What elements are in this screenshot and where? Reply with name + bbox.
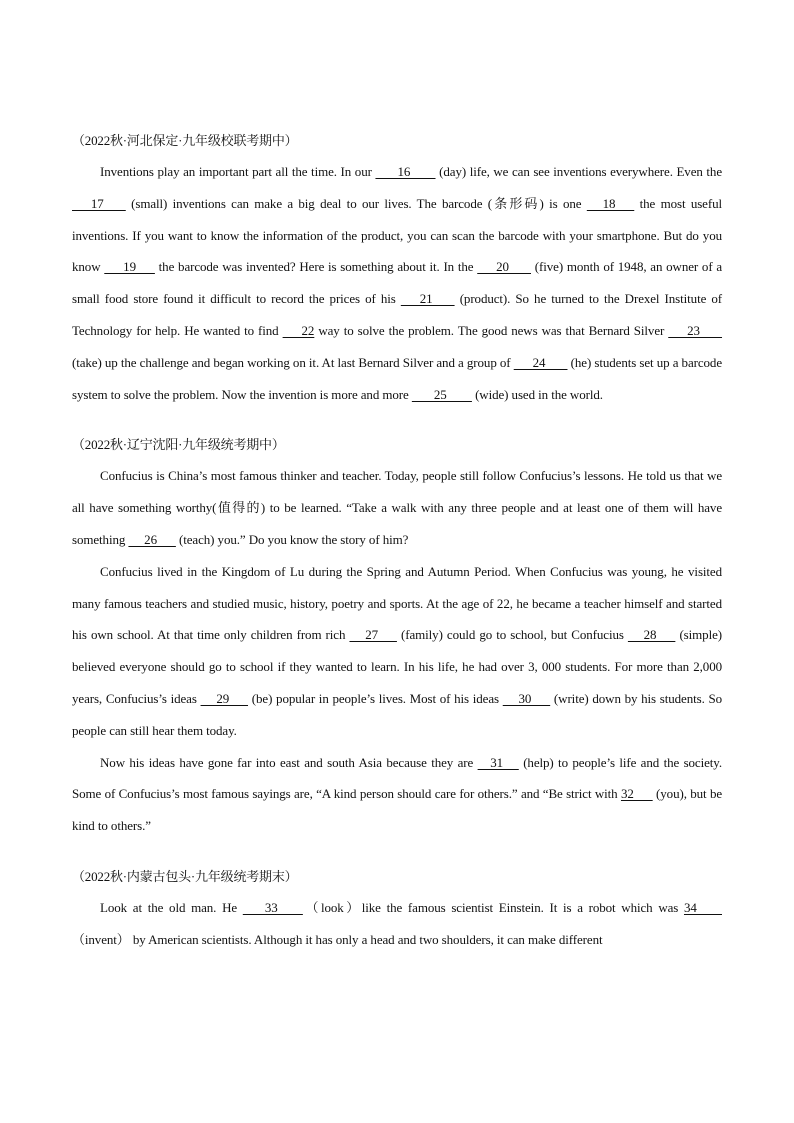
passage-text: Confucius is China’s most famous thinker and teacher. Today, people still follow Confucius’s lessons. He told us that we all have something worthy(值得的) to be learned. “Take a walk with any three people and at least one of them will have something [72, 468, 722, 547]
answer-blank[interactable]: 20 [477, 259, 531, 275]
answer-blank[interactable]: 18 [586, 195, 635, 211]
answer-blank[interactable]: 19 [104, 259, 155, 275]
passage-text: Now his ideas have gone far into east and south Asia because they are [100, 754, 478, 770]
answer-blank[interactable]: 17 [72, 195, 126, 211]
passage-text: (day) life, we can see inventions everywhere. Even the [435, 164, 722, 179]
passage-section-3 [72, 864, 722, 956]
answer-blank[interactable]: 22 [282, 322, 315, 338]
passage-text: Inventions play an important part all the time. In our [100, 164, 376, 179]
answer-blank[interactable]: 26 [128, 531, 176, 547]
answer-blank[interactable]: 31 [477, 754, 519, 770]
answer-blank[interactable]: 32 [620, 786, 653, 802]
answer-blank[interactable]: 28 [627, 627, 676, 643]
passage-text: (product). So he turned to the Drexel Institute of Technology for help. He wanted to find [72, 291, 722, 338]
passage-text: (five) month of 1948, an owner of a small food store found it difficult to record the prices of his [72, 259, 723, 307]
answer-blank[interactable]: 27 [349, 627, 397, 643]
passage-source: （2022秋·辽宁沈阳·九年级统考期中） [72, 437, 285, 453]
passage-text: (take) up the challenge and began working on it. At last Bernard Silver and a group of [72, 354, 514, 370]
passage-text: （invent） by American scientists. Although it has only a head and two shoulders, it can make different [72, 931, 603, 947]
passage-section-1 [72, 128, 722, 410]
passage-text: (you), but be kind to others.” [72, 786, 723, 834]
passage-text: (small) inventions can make a big deal to our lives. The barcode (条形码) is one [125, 195, 587, 211]
passage-text: Look at the old man. He [100, 899, 243, 915]
passage-text: (help) to people’s life and the society. Some of Confucius’s most famous sayings are, “A kind person should care for others.” and “Be strict with [72, 754, 723, 802]
answer-blank[interactable]: 21 [400, 291, 455, 307]
passage-text: Confucius lived in the Kingdom of Lu during the Spring and Autumn Period. When Confucius was young, he visited many famous teachers and studied music, history, poetry and sports. At the age of 22, he became a teacher himself and started his own school. At that time only children from rich [72, 563, 722, 643]
answer-blank[interactable]: 23 [668, 322, 723, 338]
passage-text: (teach) you.” Do you know the story of him? [175, 531, 409, 547]
passage-text: （look）like the famous scientist Einstein. It is a robot which was [302, 899, 684, 915]
passage-text: (family) could go to school, but Confucius [396, 627, 628, 643]
passage-paragraph [72, 156, 722, 410]
answer-blank[interactable]: 25 [411, 386, 472, 402]
answer-blank[interactable]: 30 [502, 690, 551, 706]
passage-paragraph [72, 460, 722, 555]
passage-text: the most useful inventions. If you want to know the information of the product, you can scan the barcode with your smartphone. But do you know [72, 195, 722, 275]
passage-text: (he) students set up a barcode system to solve the problem. Now the invention is more and more [72, 354, 722, 402]
passage-text: (write) down by his students. So people can still hear them today. [72, 690, 722, 738]
passage-text: (simple) believed everyone should go to school if they wanted to learn. In his life, he had over 3, 000 students. For more than 2,000 years, Confucius’s ideas [72, 627, 722, 706]
passage-section-2 [72, 432, 722, 842]
answer-blank[interactable]: 24 [513, 354, 568, 370]
passage-text: (wide) used in the world. [471, 386, 603, 402]
answer-blank[interactable]: 34 [683, 899, 722, 915]
answer-blank[interactable]: 33 [242, 899, 303, 915]
passage-paragraph [72, 892, 722, 956]
passage-paragraph [72, 556, 722, 747]
passage-paragraph [72, 747, 722, 842]
passage-text: the barcode was invented? Here is something about it. In the [154, 259, 478, 275]
answer-blank[interactable]: 16 [375, 164, 436, 179]
exercise-page [72, 128, 722, 970]
answer-blank[interactable]: 29 [200, 690, 249, 706]
passage-source: （2022秋·内蒙古包头·九年级统考期末） [72, 868, 298, 884]
passage-text: way to solve the problem. The good news was that Bernard Silver [314, 322, 669, 338]
passage-source: （2022秋·河北保定·九年级校联考期中） [72, 133, 298, 148]
passage-text: (be) popular in people’s lives. Most of his ideas [248, 690, 503, 706]
